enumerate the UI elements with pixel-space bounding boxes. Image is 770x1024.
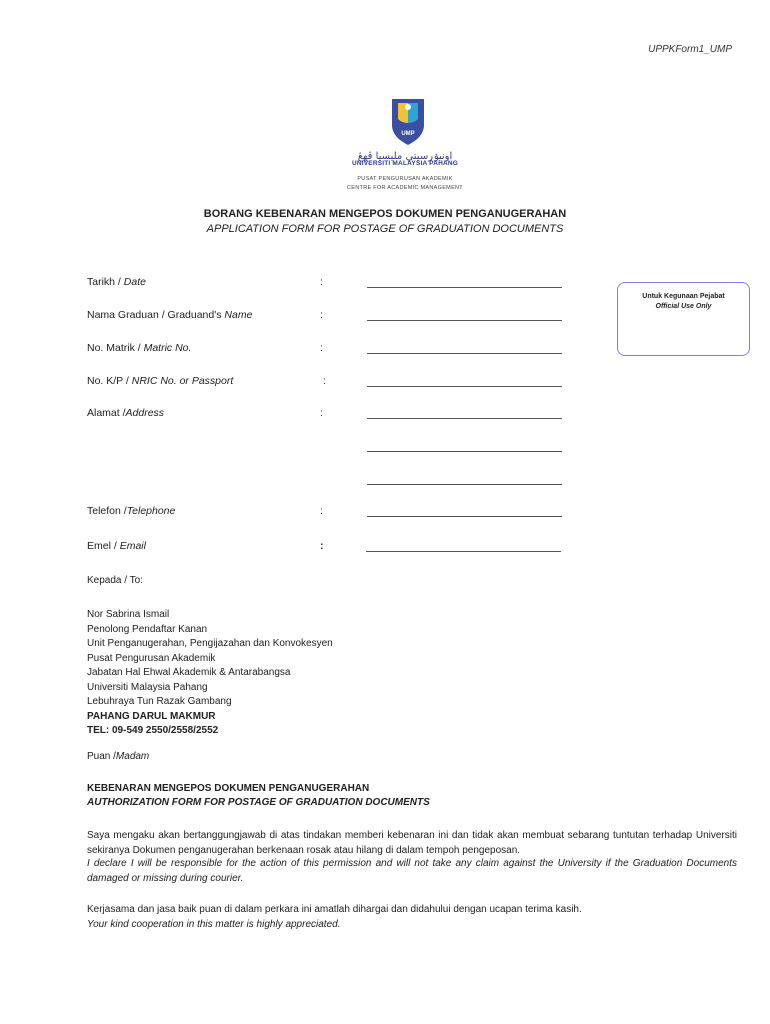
address-colon: :: [320, 407, 323, 419]
centre-english: CENTRE FOR ACADEMIC MANAGEMENT: [347, 185, 463, 191]
matric-field[interactable]: [367, 353, 562, 354]
auth-heading-malay: KEBENARAN MENGEPOS DOKUMEN PENGANUGERAHAN: [87, 783, 370, 794]
auth-heading-english: AUTHORIZATION FORM FOR POSTAGE OF GRADUATION DOCUMENTS: [87, 797, 430, 808]
address-field-line-3[interactable]: [367, 484, 562, 485]
email-field[interactable]: [366, 551, 561, 552]
form-code: UPPKForm1_UMP: [648, 44, 732, 55]
declaration-english: I declare I will be responsible for the action of this permission and will not take any claim against the University if the Graduation Documents damaged or missing during courier.: [87, 858, 737, 884]
address-label: Alamat /Address: [87, 407, 165, 419]
university-name: UNIVERSITI MALAYSIA PAHANG: [351, 160, 459, 167]
nric-label: No. K/P / NRIC No. or Passport: [87, 375, 234, 387]
recipient-line: Universiti Malaysia Pahang: [87, 681, 208, 693]
phone-label: Telefon /Telephone: [87, 505, 176, 517]
thanks-english: Your kind cooperation in this matter is highly appreciated.: [87, 919, 341, 930]
form-title-malay: BORANG KEBENARAN MENGEPOS DOKUMEN PENGANUGERAHAN: [203, 208, 567, 220]
recipient-address: [87, 608, 333, 739]
logo-text: UMP: [401, 131, 415, 137]
date-label: Tarikh / Date: [87, 276, 146, 288]
phone-colon: :: [320, 505, 323, 517]
salutation: Puan /Madam: [87, 751, 150, 762]
thanks-malay: Kerjasama dan jasa baik puan di dalam perkara ini amatlah dihargai dan didahului dengan ucapan terima kasih.: [87, 904, 582, 915]
centre-malay: PUSAT PENGURUSAN AKADEMIK: [357, 176, 453, 182]
recipient-line: Penolong Pendaftar Kanan: [87, 623, 208, 635]
email-colon: :: [320, 540, 324, 552]
name-colon: :: [320, 309, 323, 321]
recipient-line: Unit Penganugerahan, Pengijazahan dan Konvokesyen: [87, 638, 333, 649]
university-jawi: اونيۏرسيتي مليسيا ڤهڠ: [357, 151, 453, 162]
email-label: Emel / Email: [87, 540, 146, 552]
nric-colon: :: [323, 375, 326, 387]
official-use-malay: Untuk Kegunaan Pejabat: [642, 293, 725, 300]
name-field[interactable]: [367, 320, 562, 321]
recipient-line: Lebuhraya Tun Razak Gambang: [87, 696, 232, 707]
official-use-english: Official Use Only: [655, 303, 712, 310]
recipient-line: Jabatan Hal Ehwal Akademik & Antarabangsa: [87, 667, 291, 678]
declaration-malay: Saya mengaku akan bertanggungjawab di atas tindakan memberi kebenaran ini dan tidak akan membuat sebarang tuntutan terhadap Universiti sekiranya Dokumen penganugerahan berkenaan rosak atau hilang di dalam tempoh pengeposan.: [87, 830, 737, 856]
recipient-state: PAHANG DARUL MAKMUR: [87, 710, 216, 722]
date-field[interactable]: [367, 287, 562, 288]
phone-field[interactable]: [367, 516, 562, 517]
address-field-line-1[interactable]: [367, 418, 562, 419]
address-field-line-2[interactable]: [367, 451, 562, 452]
recipient-line: Pusat Pengurusan Akademik: [87, 652, 216, 664]
to-label: Kepada / To:: [87, 575, 143, 586]
university-logo: [388, 97, 428, 147]
recipient-line: Nor Sabrina Ismail: [87, 609, 170, 620]
matric-label: No. Matrik / Matric No.: [87, 342, 192, 354]
name-label: Nama Graduan / Graduand's Name: [87, 309, 253, 321]
matric-colon: :: [320, 342, 323, 354]
form-title-english: APPLICATION FORM FOR POSTAGE OF GRADUATION DOCUMENTS: [206, 223, 564, 235]
date-colon: :: [320, 276, 323, 288]
recipient-tel: TEL: 09-549 2550/2558/2552: [87, 725, 219, 736]
nric-field[interactable]: [367, 386, 562, 387]
